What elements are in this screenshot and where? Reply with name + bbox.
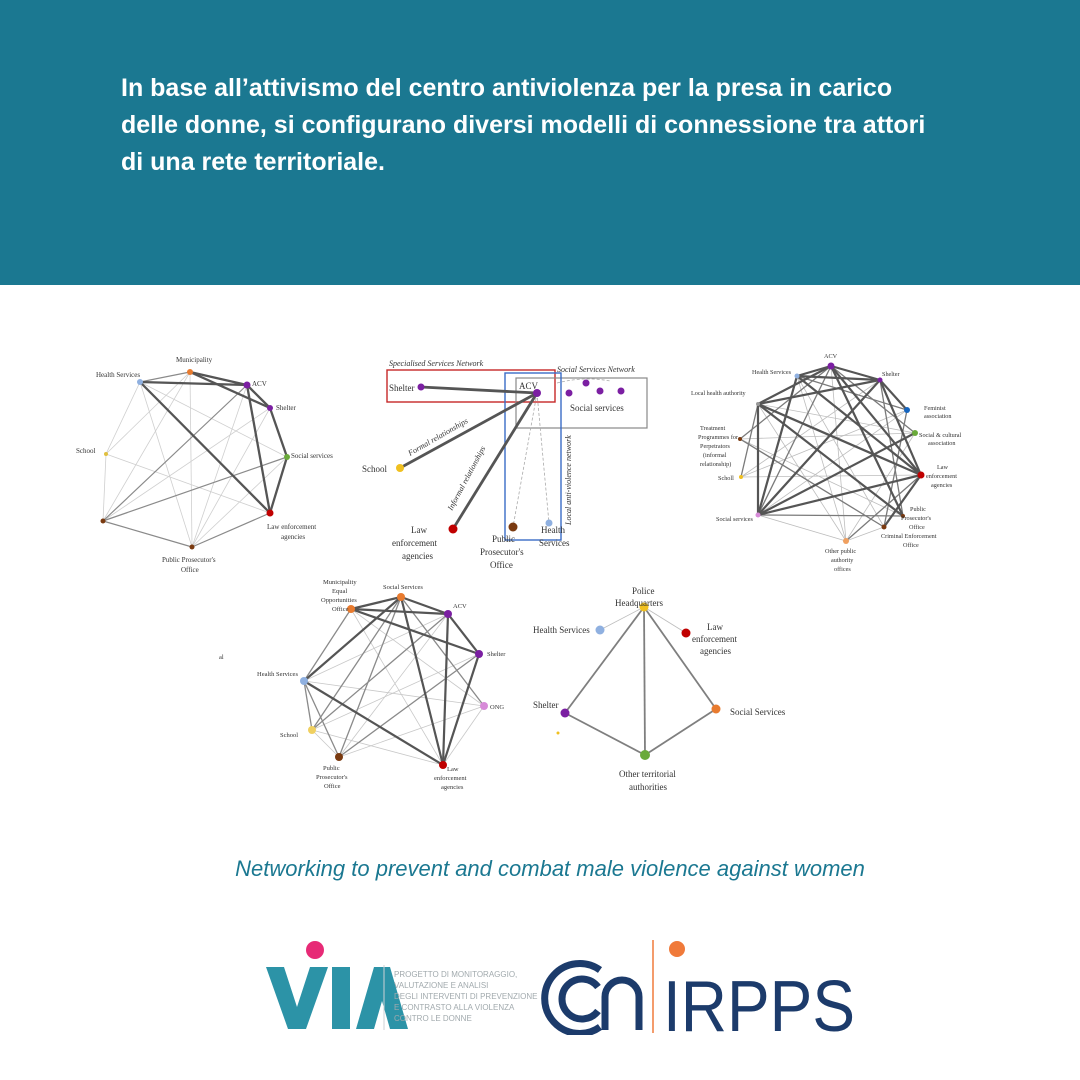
social-network-label: Social Services Network <box>557 365 635 374</box>
node-law-2c: agencies <box>402 551 433 561</box>
node-social-services-5: Social Services <box>730 707 786 717</box>
node-local-health-3: Local health authority <box>691 390 746 397</box>
network-5 <box>533 586 786 792</box>
node-treatment-3a: Treatment <box>700 425 726 432</box>
irpps-dot-icon <box>669 941 685 957</box>
node-ppo-3c: Office <box>909 524 925 531</box>
node-law-3a: Law <box>937 464 948 471</box>
node-ong-4: ONG <box>490 704 505 711</box>
node-shelter-1: Shelter <box>276 404 296 412</box>
node-health-services-4: Health Services <box>257 671 298 678</box>
header-banner <box>0 0 1080 285</box>
node-other-3b: authority <box>831 557 854 564</box>
node-treatment-3e: relationship) <box>700 461 732 468</box>
node-law-5a: Law <box>707 622 723 632</box>
node-acv-1: ACV <box>252 380 267 388</box>
node-other-5b: authorities <box>629 782 667 792</box>
node-social-services-4: Social Services <box>383 584 423 591</box>
node-police-5b: Headquarters <box>615 598 663 608</box>
node-school-4: School <box>280 732 299 739</box>
node-ppo-3b: Prosecutor's <box>901 515 931 522</box>
local-av-network-label: Local anti-violence network <box>564 435 573 525</box>
node-ppo-4c: Office <box>324 783 341 790</box>
network-2 <box>362 359 647 570</box>
node-law-3b: enforcement <box>926 473 957 480</box>
node-law-2a: Law <box>411 525 427 535</box>
node-school-3: Scholl <box>718 475 734 482</box>
irpps-wordmark: IRPPS <box>663 967 855 1035</box>
node-police-5a: Police <box>632 586 655 596</box>
node-municipality-4a: Municipality <box>323 579 357 586</box>
network-figure <box>0 285 1080 810</box>
node-health-services-5: Health Services <box>533 625 590 635</box>
via-text-line-1: PROGETTO DI MONITORAGGIO, <box>394 970 518 979</box>
node-municipality-1: Municipality <box>176 356 213 364</box>
node-ppo-2c: Office <box>490 560 513 570</box>
via-logo <box>266 941 537 1030</box>
via-text-line-2: VALUTAZIONE E ANALISI <box>394 981 489 990</box>
network-1 <box>76 356 333 574</box>
node-other-5a: Other territorial <box>619 769 676 779</box>
node-shelter-5: Shelter <box>533 700 559 710</box>
node-shelter-4: Shelter <box>487 651 506 658</box>
formal-relationships-label: Formal relationships <box>406 416 470 458</box>
network-3 <box>691 353 962 573</box>
node-law-1a: Law enforcement <box>267 523 317 531</box>
node-shelter-3: Shelter <box>882 371 900 378</box>
network-4 <box>219 579 506 791</box>
node-social-cultural-3a: Social & cultural <box>919 432 962 439</box>
node-school-1: School <box>76 447 96 455</box>
node-ppo-3a: Public <box>910 506 926 513</box>
stray-label-4: al <box>219 654 224 661</box>
node-feminist-3b: association <box>924 413 952 420</box>
via-text-line-5: CONTRO LE DONNE <box>394 1014 472 1023</box>
cnr-logo <box>545 964 639 1034</box>
logos-row <box>260 935 860 1035</box>
node-ppo-4a: Public <box>323 765 340 772</box>
node-other-3c: offices <box>834 566 851 573</box>
node-health-2b: Services <box>539 538 570 548</box>
irpps-logo <box>663 941 855 1035</box>
node-acv-4: ACV <box>453 603 467 610</box>
node-criminal-3b: Office <box>903 542 919 549</box>
node-treatment-3d: (informal <box>703 452 727 459</box>
node-health-services-3: Health Services <box>752 369 792 376</box>
node-law-1b: agencies <box>281 533 306 541</box>
node-health-2a: Health <box>541 525 565 535</box>
specialised-network-label: Specialised Services Network <box>389 359 484 368</box>
node-treatment-3b: Programmes for <box>698 434 739 441</box>
via-text-line-3: DEGLI INTERVENTI DI PREVENZIONE <box>394 992 538 1001</box>
node-ppo-1a: Public Prosecutor's <box>162 556 216 564</box>
caption: Networking to prevent and combat male violence against women <box>235 856 865 881</box>
node-ppo-2a: Public <box>492 534 516 544</box>
node-law-4c: agencies <box>441 784 464 791</box>
node-municipality-4d: Office <box>332 606 349 613</box>
node-municipality-4b: Equal <box>332 588 348 595</box>
node-treatment-3c: Perpetrators <box>700 443 730 450</box>
node-ppo-2b: Prosecutor's <box>480 547 524 557</box>
node-law-4a: Law <box>447 766 459 773</box>
node-feminist-3a: Feminist <box>924 405 946 412</box>
header-text: In base all’attivismo del centro antiviolenza per la presa in carico delle donne, si configurano diversi modelli di connessione tra attori di una rete territoriale. <box>121 74 926 176</box>
node-social-services-3: Social services <box>716 516 753 523</box>
node-law-3c: agencies <box>931 482 953 489</box>
node-social-cultural-3b: association <box>928 440 956 447</box>
node-acv-3: ACV <box>824 353 838 360</box>
via-text-line-4: E CONTRASTO ALLA VIOLENZA <box>394 1003 515 1012</box>
node-shelter-2: Shelter <box>389 383 415 393</box>
informal-relationships-label: Informal relationships <box>445 444 488 512</box>
node-social-services-2: Social services <box>570 403 624 413</box>
node-law-2b: enforcement <box>392 538 437 548</box>
node-law-4b: enforcement <box>434 775 467 782</box>
node-ppo-4b: Prosecutor's <box>316 774 348 781</box>
node-social-services-1: Social services <box>291 452 333 460</box>
node-ppo-1b: Office <box>181 566 199 574</box>
node-acv-2: ACV <box>519 381 539 391</box>
node-law-5b: enforcement <box>692 634 737 644</box>
node-other-3a: Other public <box>825 548 857 555</box>
node-health-services-1: Health Services <box>96 371 141 379</box>
node-municipality-4c: Opportunities <box>321 597 357 604</box>
node-school-2: School <box>362 464 388 474</box>
node-criminal-3a: Criminal Enforcement <box>881 533 937 540</box>
node-law-5c: agencies <box>700 646 731 656</box>
